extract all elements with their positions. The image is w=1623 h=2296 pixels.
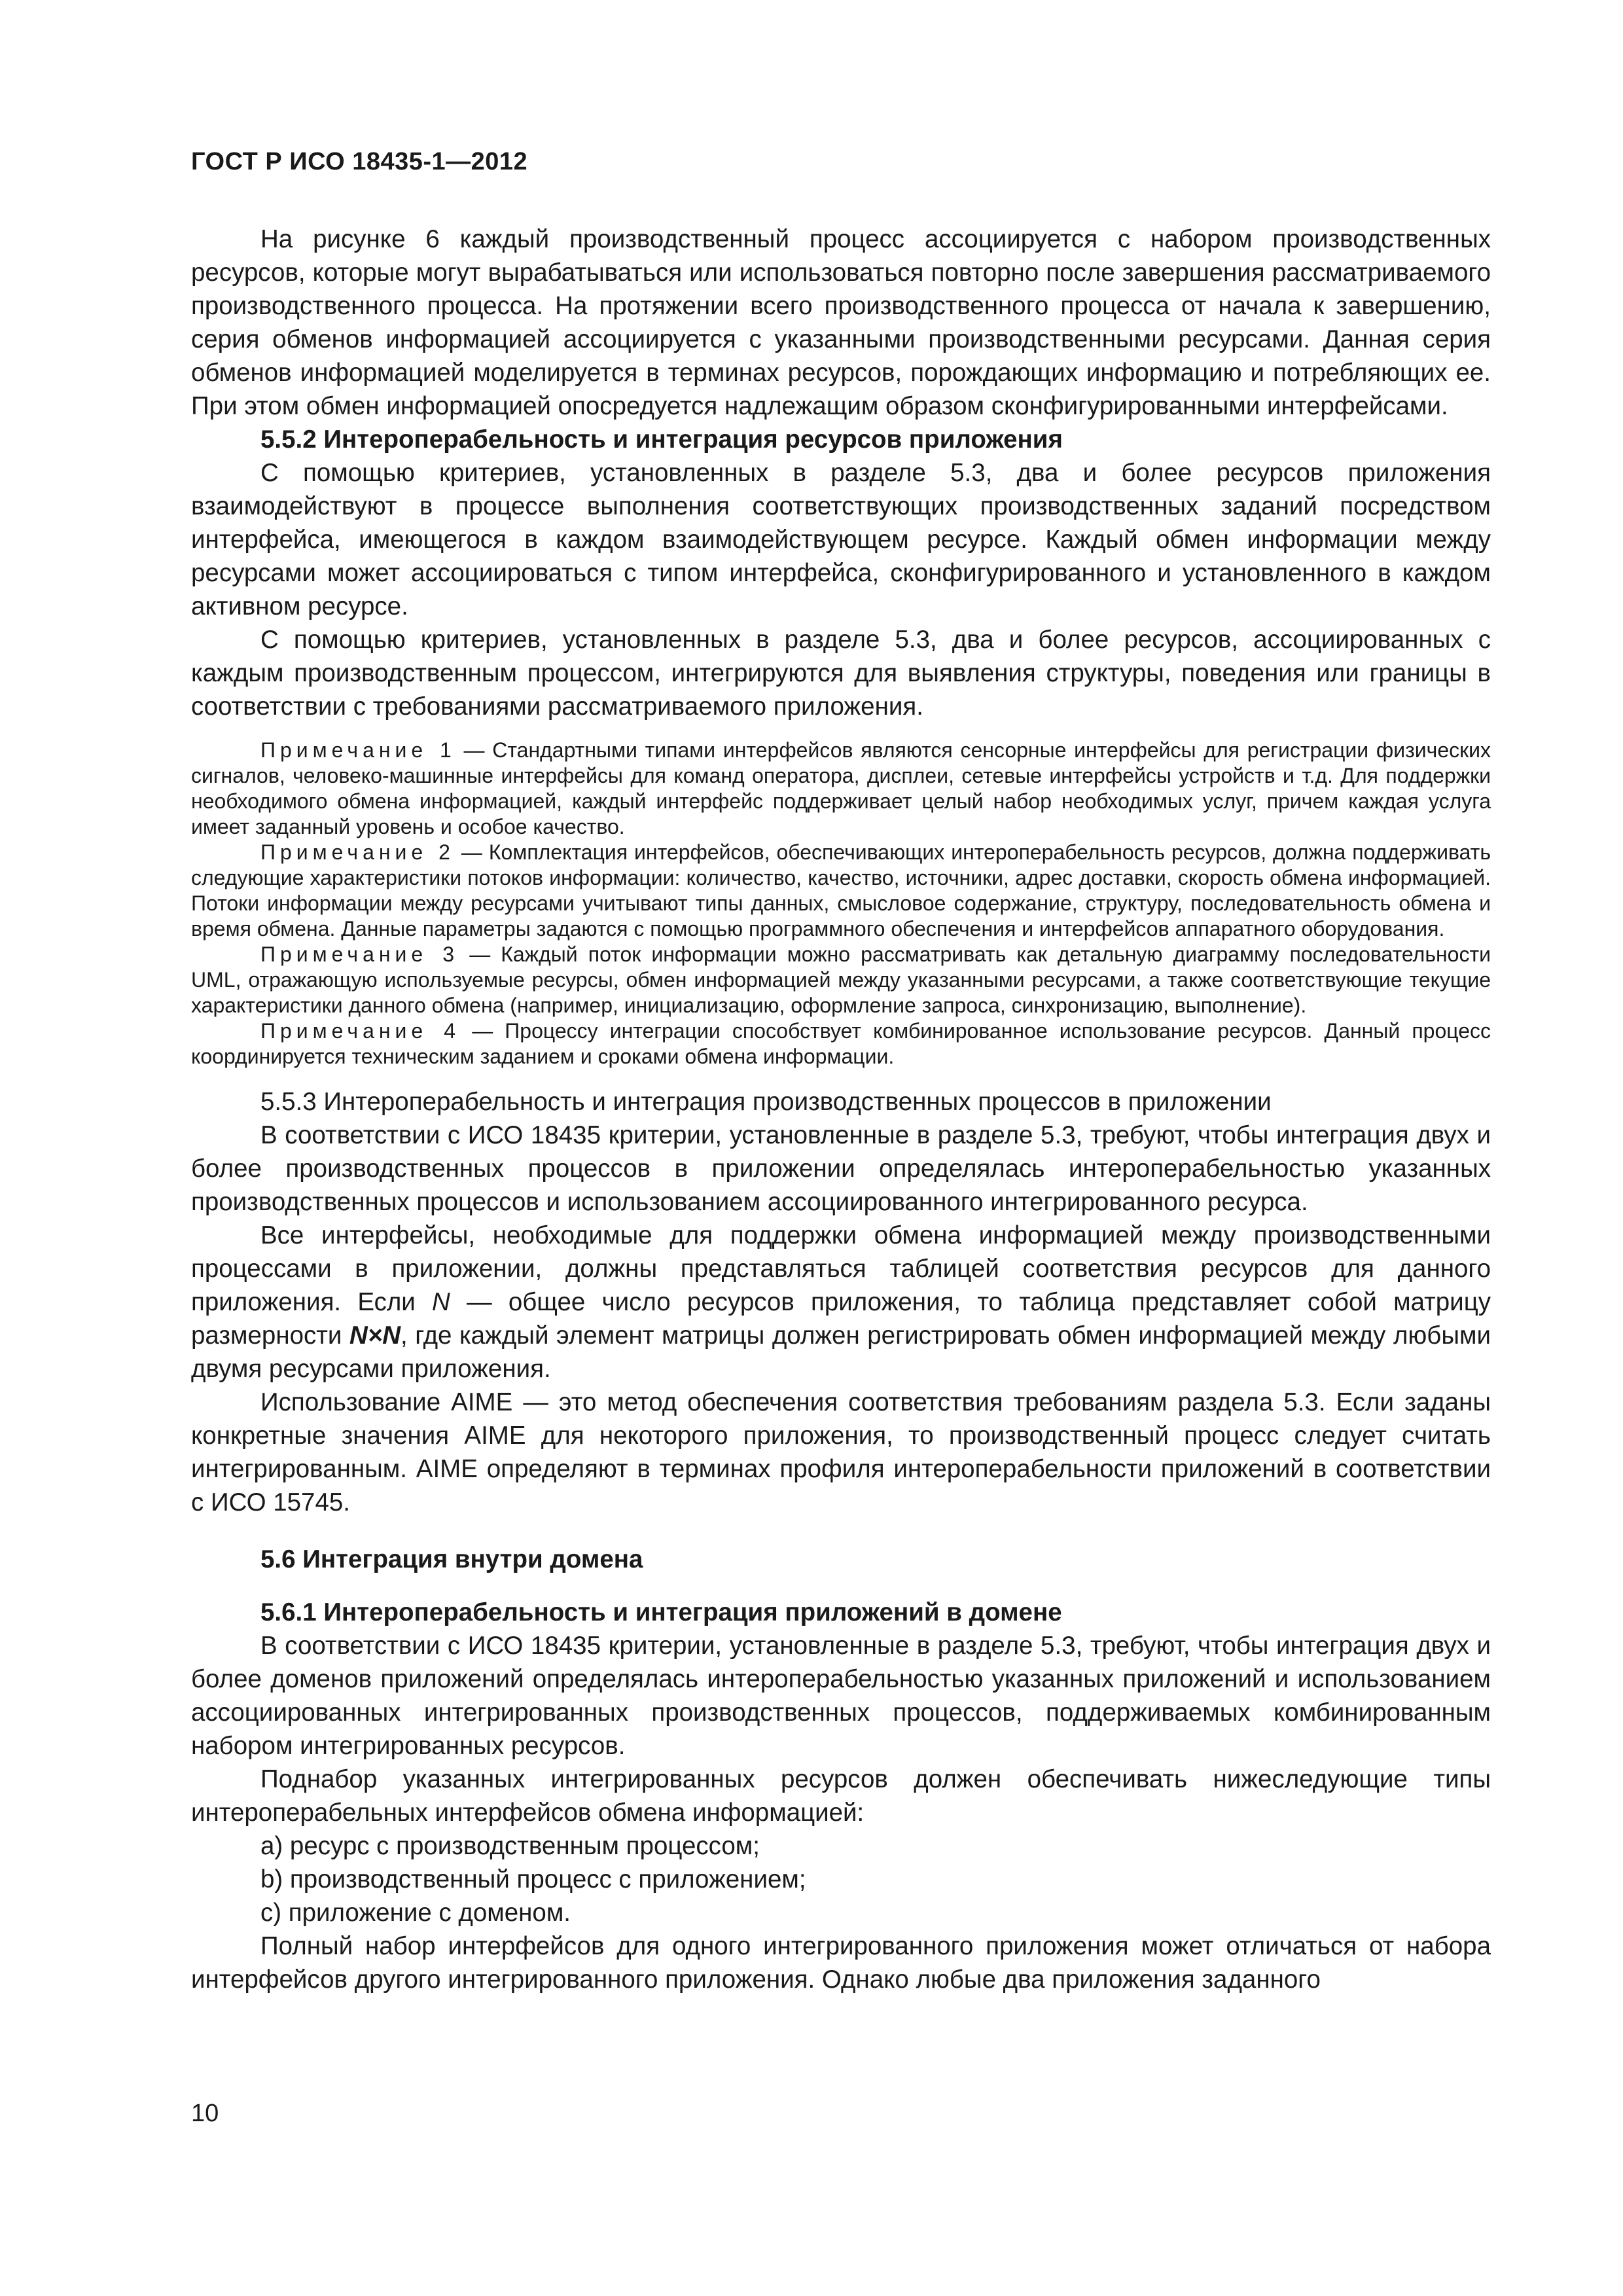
heading-5-6-1: 5.6.1 Интероперабельность и интеграция приложений в домене xyxy=(260,1598,1062,1626)
list-item-a: a) ресурс с производственным процессом; xyxy=(260,1832,760,1860)
paragraph-5-6-1-3: Полный набор интерфейсов для одного интегрированного приложения может отличаться от набора интерфейсов другого интегрированного приложения. Однако любые два приложения заданного xyxy=(191,1932,1491,1994)
note-text: — Каждый поток информации можно рассматривать как детальную диаграмму последовательности UML, отражающую используемые ресурсы, обмен информацией между указанными ресурсами, а также соответствующие текущие характеристики данного обмена (например, инициализацию, оформление запроса, синхронизацию, выполнение). xyxy=(191,942,1491,1017)
page-number: 10 xyxy=(191,2100,219,2127)
note-label: Примечание 4 xyxy=(260,1019,461,1043)
note-text: — Комплектация интерфейсов, обеспечивающих интероперабельность ресурсов, должна поддерживать следующие характеристики потоков информации: количество, качество, источники, адрес доставки, скорость обмена информацией. Потоки информации между ресурсами учитывают типы данных, смысловое содержание, структуру, последовательность обмена и время обмена. Данные параметры задаются с помощью программного обеспечения и интерфейсов аппаратного оборудования. xyxy=(191,840,1491,941)
paragraph-5-5-3-2 xyxy=(191,1219,1491,1386)
notes-block xyxy=(191,738,1491,1069)
document-body xyxy=(191,223,1491,1996)
variable-n: N xyxy=(432,1288,450,1316)
text-segment: Все интерфейсы, необходимые для поддержки обмена информацией между производственными процессами в приложении, должны представляться таблицей соответствия ресурсов для данного приложения. Если xyxy=(191,1221,1491,1316)
heading-5-6: 5.6 Интеграция внутри домена xyxy=(260,1545,643,1573)
matrix-size: N×N xyxy=(349,1321,401,1350)
paragraph-5-6-1-2: Поднабор указанных интегрированных ресурсов должен обеспечивать нижеследующие типы интероперабельных интерфейсов обмена информацией: xyxy=(191,1765,1491,1827)
note-label: Примечание 3 xyxy=(260,942,459,966)
list-item-c: c) приложение с доменом. xyxy=(260,1899,571,1927)
note-text: — Стандартными типами интерфейсов являются сенсорные интерфейсы для регистрации физических сигналов, человеко-машинные интерфейсы для команд оператора, дисплеи, сетевые интерфейсы устройств и т.д. Для поддержки необходимого обмена информацией, каждый интерфейс поддерживает целый набор необходимых услуг, причем каждая услуга имеет заданный уровень и особое качество. xyxy=(191,738,1491,838)
note-2 xyxy=(191,840,1491,942)
text-segment: — общее число ресурсов приложения, то таблица представляет собой матрицу размерности xyxy=(191,1288,1491,1350)
note-3 xyxy=(191,942,1491,1018)
paragraph-5-5-2-1: С помощью критериев, установленных в разделе 5.3, два и более ресурсов приложения взаимодействуют в процессе выполнения соответствующих производственных заданий посредством интерфейса, имеющегося в каждом взаимодействующем ресурсе. Каждый обмен информации между ресурсами может ассоциироваться с типом интерфейса, сконфигурированного и установленного в каждом активном ресурсе. xyxy=(191,459,1491,620)
heading-5-5-2: 5.5.2 Интероперабельность и интеграция ресурсов приложения xyxy=(260,425,1063,454)
heading-5-5-3: 5.5.3 Интероперабельность и интеграция производственных процессов в приложении xyxy=(260,1088,1272,1116)
text-segment: , где каждый элемент матрицы должен регистрировать обмен информацией между любыми двумя ресурсами приложения. xyxy=(191,1321,1491,1383)
paragraph-5-5-2-2: С помощью критериев, установленных в разделе 5.3, два и более ресурсов, ассоциированных с каждым производственным процессом, интегрируются для выявления структуры, поведения или границы в соответствии с требованиями рассматриваемого приложения. xyxy=(191,626,1491,721)
paragraph-5-6-1-1: В соответствии с ИСО 18435 критерии, установленные в разделе 5.3, требуют, чтобы интеграция двух и более доменов приложений определялась интероперабельностью указанных приложений и использованием ассоциированных интегрированных производственных процессов, поддерживаемых комбинированным набором интегрированных ресурсов. xyxy=(191,1632,1491,1760)
note-text: — Процессу интеграции способствует комбинированное использование ресурсов. Данный процесс координируется техническим заданием и сроками обмена информации. xyxy=(191,1019,1491,1068)
note-label: Примечание 1 xyxy=(260,738,456,762)
list-item-b: b) производственный процесс с приложением; xyxy=(260,1865,806,1893)
paragraph-5-5-3-1: В соответствии с ИСО 18435 критерии, установленные в разделе 5.3, требуют, чтобы интеграция двух и более производственных процессов в приложении определялась интероперабельностью указанных производственных процессов и использованием ассоциированного интегрированного ресурса. xyxy=(191,1121,1491,1216)
note-1 xyxy=(191,738,1491,840)
paragraph-intro: На рисунке 6 каждый производственный процесс ассоциируется с набором производственных ресурсов, которые могут вырабатываться или использоваться повторно после завершения рассматриваемого производственного процесса. На протяжении всего производственного процесса от начала к завершению, серия обменов информацией ассоциируется с указанными производственными ресурсами. Данная серия обменов информацией моделируется в терминах ресурсов, порождающих информацию и потребляющих ее. При этом обмен информацией опосредуется надлежащим образом сконфигурированными интерфейсами. xyxy=(191,225,1491,420)
paragraph-5-5-3-3: Использование AIME — это метод обеспечения соответствия требованиям раздела 5.3. Если заданы конкретные значения AIME для некоторого приложения, то производственный процесс следует считать интегрированным. AIME определяют в терминах профиля интероперабельности приложений в соответствии с ИСО 15745. xyxy=(191,1388,1491,1516)
document-header: ГОСТ Р ИСО 18435-1—2012 xyxy=(191,148,528,175)
note-label: Примечание 2 xyxy=(260,840,455,864)
note-4 xyxy=(191,1018,1491,1069)
